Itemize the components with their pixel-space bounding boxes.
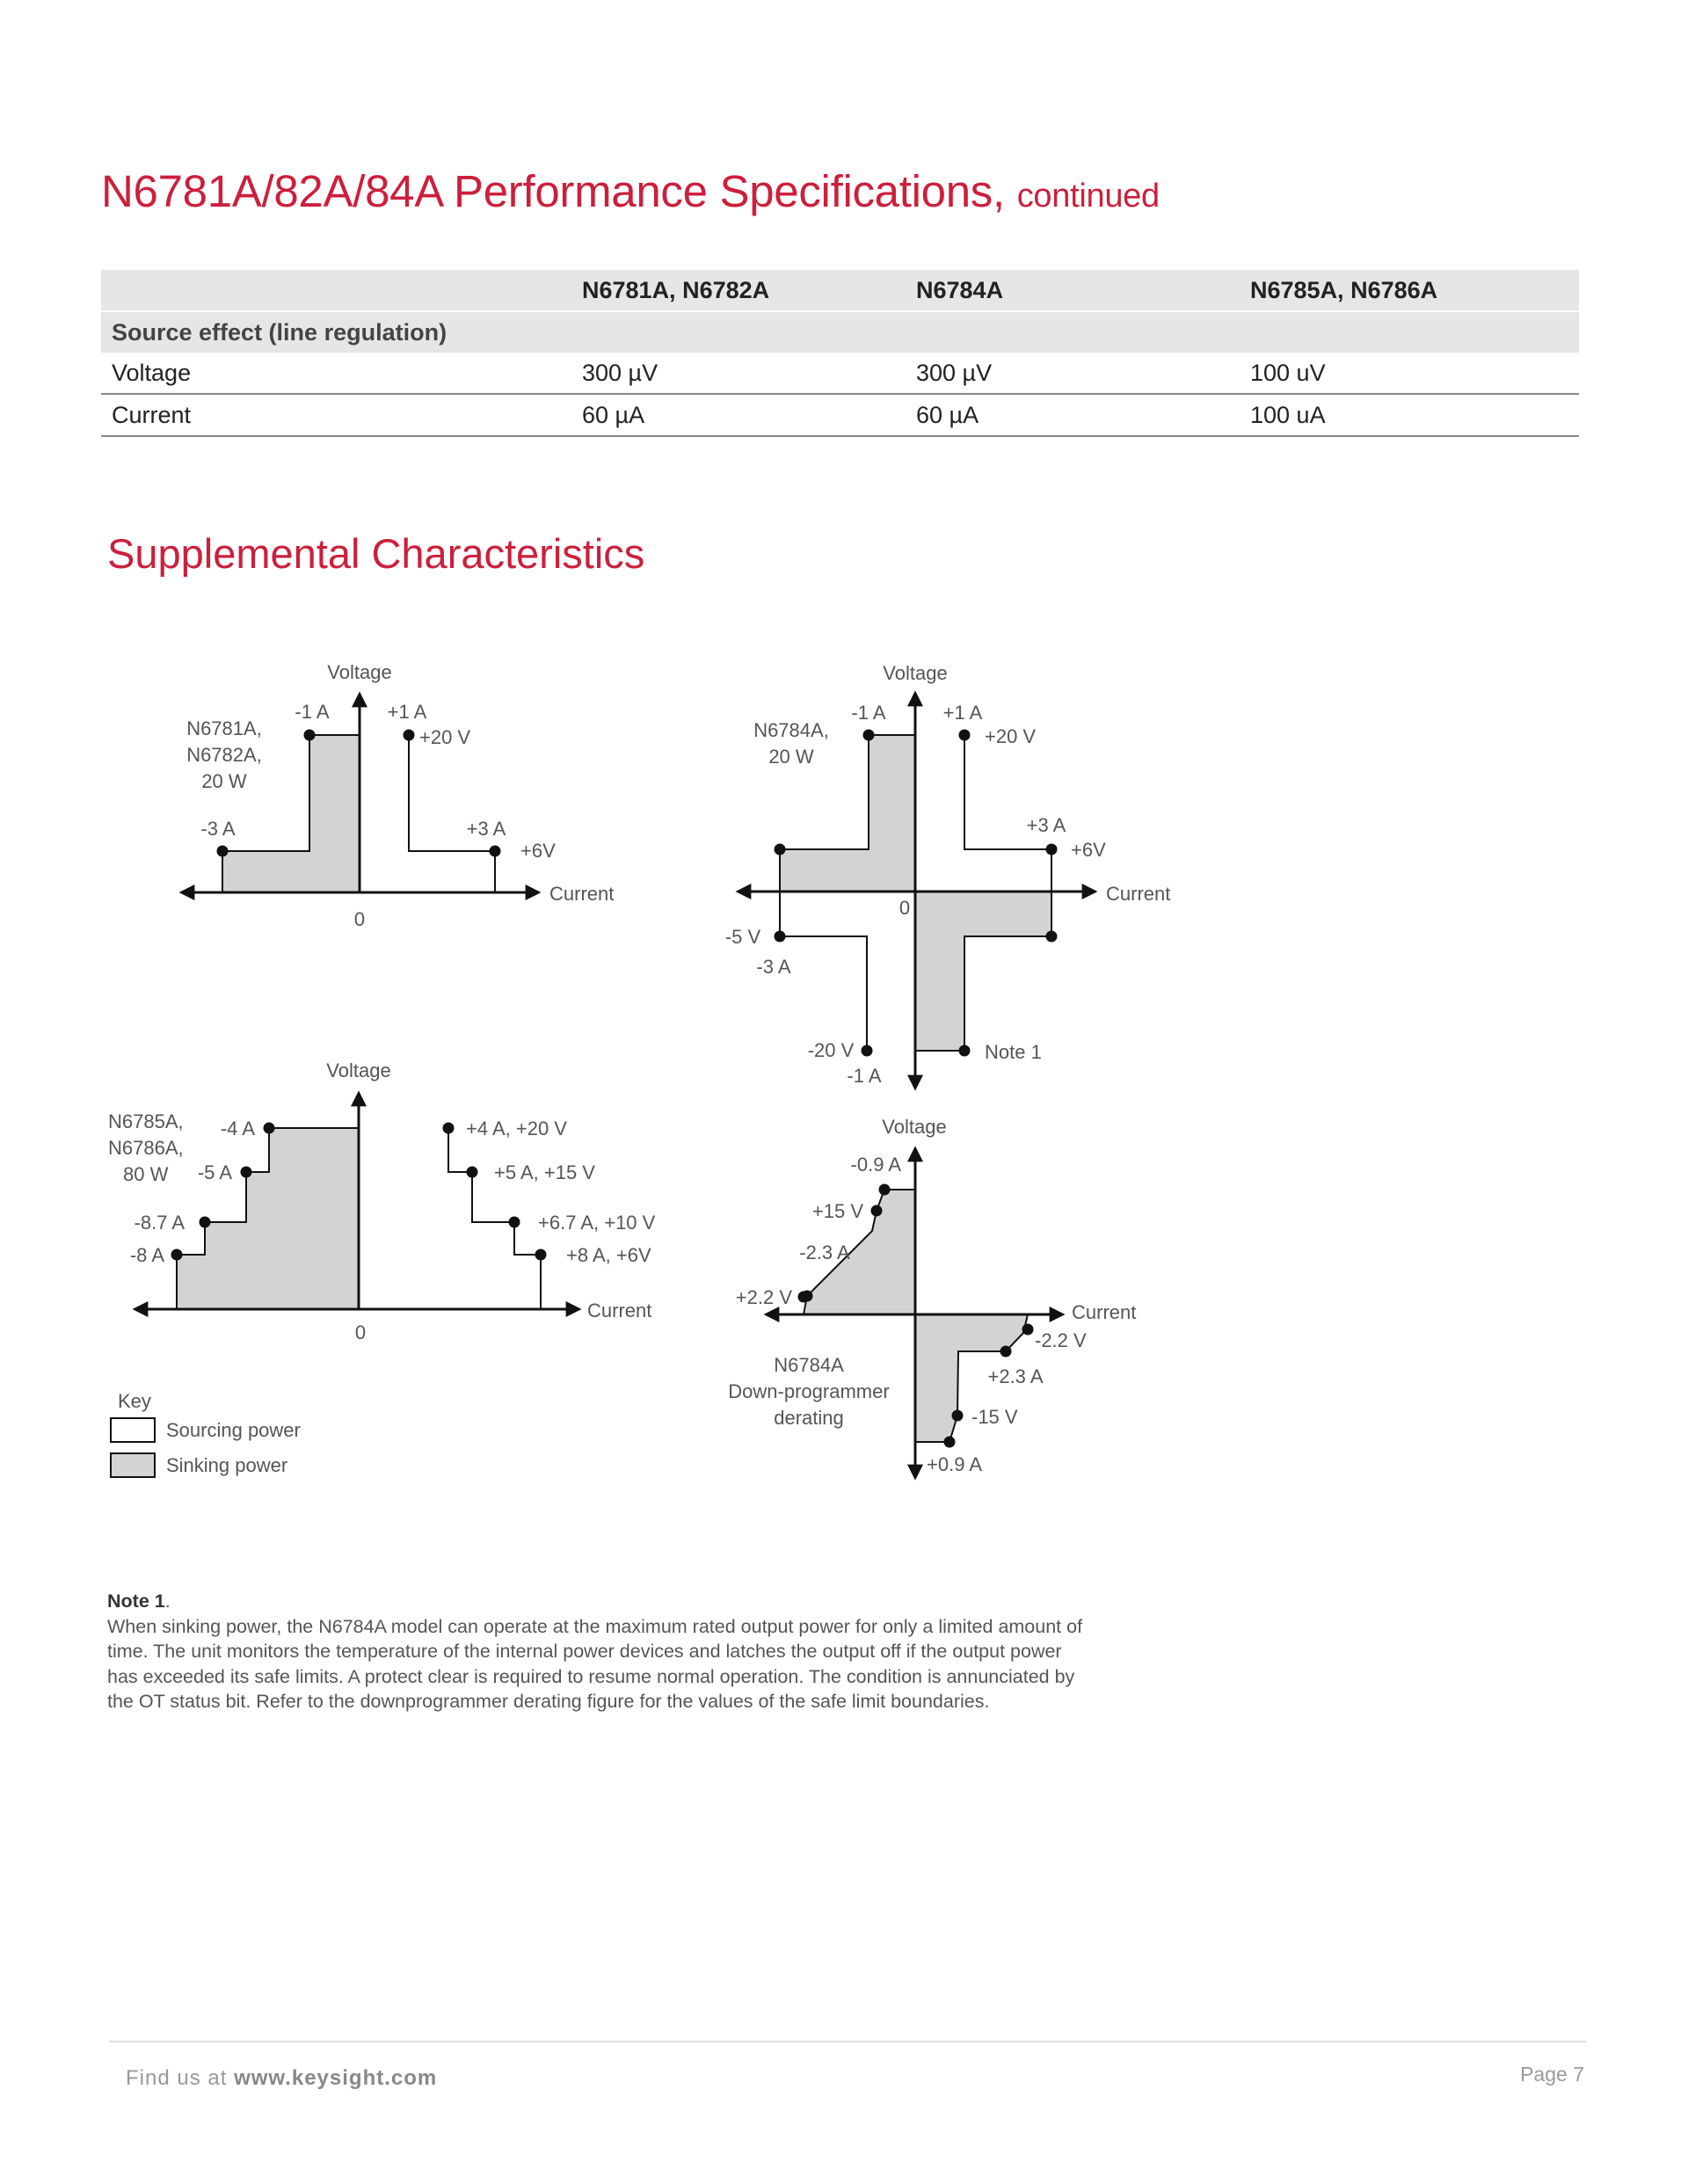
model-label: 20 W: [201, 770, 247, 792]
diagram-n6785a: [108, 1059, 656, 1343]
diagram-n6784a: [725, 662, 1171, 1088]
point-label: -4 A: [220, 1117, 255, 1139]
point-label: -20 V: [807, 1039, 855, 1061]
page-number: Page 7: [1520, 2063, 1584, 2086]
section-title: Supplemental Characteristics: [107, 530, 645, 577]
current-axis-label: Current: [1072, 1301, 1137, 1323]
diagram-n6781a: [182, 661, 614, 930]
model-label: N6785A,: [108, 1110, 184, 1132]
boundary-point: [798, 1292, 810, 1303]
origin-label: 0: [899, 897, 911, 919]
point-label: +4 A, +20 V: [466, 1117, 567, 1139]
sinking-region-q4: [915, 892, 1051, 1051]
boundary-point: [775, 931, 786, 943]
diagram-derating: [728, 1116, 1136, 1477]
boundary-point: [404, 730, 415, 741]
point-label: +3 A: [466, 818, 506, 840]
spec-row-label: Current: [101, 394, 571, 436]
sinking-label: Sinking power: [166, 1454, 288, 1476]
boundary-point: [200, 1217, 211, 1228]
boundary-point: [264, 1123, 275, 1134]
spec-col-header: N6784A: [906, 270, 1240, 311]
boundary-point: [171, 1249, 183, 1261]
spec-col-header: N6781A, N6782A: [571, 270, 906, 311]
note-text: When sinking power, the N6784A model can operate at the maximum rated output power for only a limited amount of time. The unit monitors the temperature of the internal power devices and latches the output off if the output power has exceeded its safe limits. A protect clear is required to resume normal operation. The condition is annunciated by the OT status bit. Refer to the downprogrammer derating figure for the values of the safe limit boundaries.: [107, 1615, 1083, 1712]
point-label: -1 A: [295, 701, 330, 723]
point-label: -8.7 A: [134, 1212, 185, 1234]
point-label: +3 A: [1026, 814, 1066, 836]
caption-label: derating: [774, 1407, 844, 1429]
caption-label: N6784A: [774, 1354, 844, 1376]
current-axis-label: Current: [587, 1299, 652, 1321]
note-title: Note 1: [107, 1591, 165, 1612]
point-label: -5 A: [197, 1161, 232, 1183]
sinking-swatch: [111, 1453, 155, 1477]
point-label: +6V: [520, 840, 556, 862]
note-reference: Note 1: [985, 1041, 1042, 1063]
caption-label: Down-programmer: [728, 1380, 890, 1402]
boundary-point: [217, 846, 229, 857]
sourcing-boundary: [409, 735, 495, 892]
point-label: -1 A: [847, 1065, 882, 1087]
voltage-axis-label: Voltage: [883, 662, 948, 684]
boundary-point: [490, 846, 501, 857]
point-label: +2.3 A: [987, 1365, 1044, 1387]
boundary-point: [863, 730, 875, 741]
legend-key: [111, 1390, 301, 1477]
point-label: +1 A: [387, 701, 427, 723]
point-label: -1 A: [851, 702, 886, 724]
point-label: -2.2 V: [1035, 1329, 1087, 1351]
boundary-point: [509, 1217, 520, 1228]
spec-cell: 100 uV: [1240, 353, 1579, 394]
boundary-point: [1022, 1324, 1034, 1336]
boundary-point: [443, 1123, 455, 1134]
footer-divider: [109, 2041, 1586, 2042]
model-label: 80 W: [123, 1163, 169, 1185]
page-title-suffix: continued: [1016, 178, 1160, 215]
boundary-point: [304, 730, 316, 741]
boundary-point: [1046, 844, 1058, 855]
key-title: Key: [118, 1390, 151, 1412]
point-label: +20 V: [985, 725, 1037, 747]
sourcing-swatch: [111, 1418, 155, 1442]
point-label: +1 A: [942, 702, 983, 724]
spec-cell: 60 µA: [906, 394, 1240, 436]
spec-section-label: Source effect (line regulation): [101, 311, 1579, 353]
point-label: +6.7 A, +10 V: [538, 1212, 656, 1234]
boundary-point: [467, 1167, 478, 1178]
voltage-axis-label: Voltage: [326, 1059, 391, 1081]
note-block: [107, 1589, 1092, 1714]
point-label: +8 A, +6V: [566, 1244, 651, 1266]
point-label: -2.3 A: [799, 1241, 850, 1263]
spec-cell: 300 µV: [906, 353, 1240, 394]
point-label: -3 A: [756, 956, 791, 978]
boundary-point: [952, 1410, 964, 1422]
point-label: -5 V: [724, 926, 761, 948]
spec-col-header: N6785A, N6786A: [1240, 270, 1579, 311]
point-label: +6V: [1071, 839, 1106, 861]
point-label: -8 A: [129, 1244, 164, 1266]
voltage-axis-label: Voltage: [882, 1116, 947, 1138]
spec-cell: 300 µV: [571, 353, 906, 394]
spec-cell: 60 µA: [571, 394, 906, 436]
boundary-point: [959, 730, 971, 741]
model-label: N6784A,: [753, 719, 829, 741]
point-label: +15 V: [811, 1200, 863, 1222]
origin-label: 0: [353, 908, 366, 930]
footer-prefix: Find us at: [126, 2066, 235, 2090]
boundary-point: [879, 1184, 891, 1196]
spec-row-label: Voltage: [101, 353, 571, 394]
footer-url[interactable]: www.keysight.com: [234, 2066, 438, 2090]
origin-label: 0: [354, 1321, 367, 1343]
point-label: -15 V: [971, 1406, 1018, 1428]
boundary-point: [535, 1249, 547, 1261]
sourcing-boundary: [780, 892, 867, 1051]
boundary-point: [862, 1045, 873, 1057]
model-label: N6786A,: [108, 1137, 184, 1159]
note-title-punct: .: [164, 1591, 171, 1612]
point-label: +2.2 V: [735, 1286, 792, 1308]
voltage-axis-label: Voltage: [327, 661, 392, 683]
current-axis-label: Current: [1106, 883, 1171, 905]
boundary-point: [871, 1205, 883, 1217]
point-label: -3 A: [200, 818, 236, 840]
point-label: -0.9 A: [850, 1154, 901, 1176]
current-axis-label: Current: [549, 883, 615, 905]
sourcing-label: Sourcing power: [166, 1419, 301, 1441]
boundary-point: [775, 844, 786, 855]
point-label: +20 V: [419, 726, 471, 748]
sourcing-boundary: [448, 1128, 541, 1309]
model-label: 20 W: [768, 746, 814, 768]
model-label: N6782A,: [186, 744, 262, 766]
boundary-point: [1046, 931, 1058, 943]
boundary-point: [944, 1437, 956, 1448]
boundary-point: [241, 1167, 252, 1178]
point-label: +5 A, +15 V: [494, 1161, 595, 1183]
boundary-point: [1000, 1346, 1012, 1358]
footer-link: [126, 2066, 437, 2091]
point-label: +0.9 A: [927, 1453, 983, 1475]
sourcing-boundary: [964, 735, 1051, 892]
spec-cell: 100 uA: [1240, 394, 1579, 436]
model-label: N6781A,: [186, 717, 262, 739]
page-title-text: N6781A/82A/84A Performance Specifications,: [101, 166, 1005, 216]
boundary-point: [959, 1045, 971, 1057]
